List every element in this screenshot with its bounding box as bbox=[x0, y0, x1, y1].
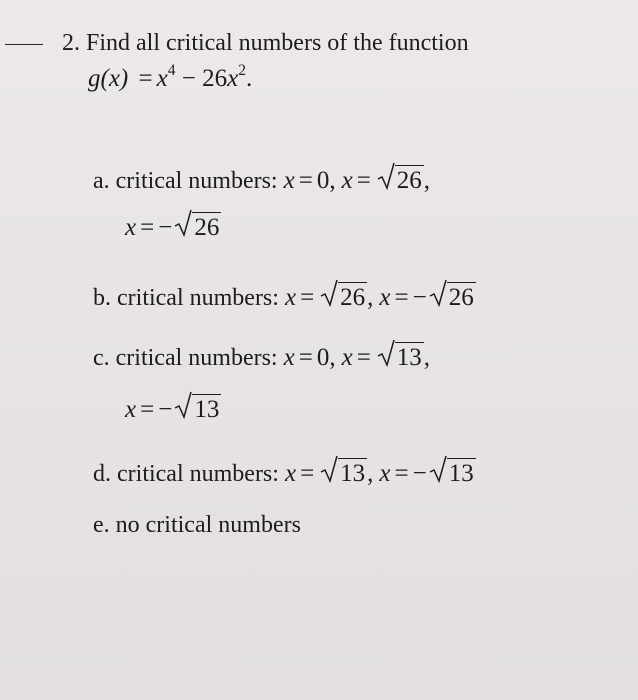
square-root bbox=[377, 165, 424, 193]
option-a-continued bbox=[125, 212, 221, 240]
option-c-continued bbox=[125, 394, 221, 422]
option-d[interactable] bbox=[93, 458, 476, 486]
option-label: critical numbers: bbox=[115, 168, 278, 194]
question-text: Find all critical numbers of the function bbox=[86, 30, 469, 56]
math-var: x bbox=[125, 396, 137, 423]
math-eq: = bbox=[300, 460, 315, 487]
term1-exponent: 4 bbox=[167, 61, 176, 79]
math-var: x bbox=[125, 214, 137, 241]
question-stem bbox=[62, 31, 469, 55]
radical-sign-icon bbox=[377, 339, 395, 367]
radicand: 26 bbox=[194, 214, 220, 241]
radicand: 13 bbox=[396, 344, 422, 371]
term2-exponent: 2 bbox=[238, 61, 246, 79]
square-root bbox=[320, 282, 367, 310]
radicand: 13 bbox=[194, 396, 220, 423]
term1-base: x bbox=[156, 65, 168, 92]
radical-sign-icon bbox=[377, 162, 395, 190]
function-equals: = bbox=[138, 65, 153, 92]
option-label: no critical numbers bbox=[115, 512, 301, 538]
radical-sign-icon bbox=[174, 209, 192, 237]
radicand: 26 bbox=[448, 284, 474, 311]
function-minus: − bbox=[181, 65, 196, 92]
square-root bbox=[429, 458, 476, 486]
math-var: x bbox=[379, 284, 391, 311]
function-lhs: g(x) bbox=[88, 65, 129, 92]
math-var: x bbox=[284, 460, 297, 487]
math-zero: 0 bbox=[316, 167, 330, 194]
function-period: . bbox=[245, 65, 253, 92]
math-minus: − bbox=[158, 396, 173, 423]
math-var: x bbox=[283, 344, 295, 371]
math-var: x bbox=[341, 344, 353, 371]
square-root bbox=[429, 282, 476, 310]
option-c[interactable] bbox=[93, 342, 430, 370]
option-label: critical numbers: bbox=[115, 345, 278, 371]
option-letter: a. bbox=[93, 168, 110, 194]
math-eq: = bbox=[300, 284, 315, 311]
math-var: x bbox=[341, 167, 353, 194]
question-number: 2. bbox=[62, 30, 80, 56]
radical-sign-icon bbox=[320, 279, 338, 307]
math-eq: = bbox=[394, 284, 409, 311]
option-label: critical numbers: bbox=[117, 461, 279, 487]
radical-sign-icon bbox=[429, 455, 447, 483]
math-minus: − bbox=[412, 460, 427, 487]
math-comma: , bbox=[423, 344, 431, 371]
option-a[interactable] bbox=[93, 165, 430, 193]
square-root bbox=[320, 458, 367, 486]
math-eq: = bbox=[298, 167, 313, 194]
radical-sign-icon bbox=[320, 455, 338, 483]
option-letter: e. bbox=[93, 512, 110, 538]
math-minus: − bbox=[158, 214, 173, 241]
math-eq: = bbox=[140, 396, 155, 423]
math-comma: , bbox=[329, 344, 336, 371]
option-label: critical numbers: bbox=[117, 285, 279, 311]
math-eq: = bbox=[140, 214, 155, 241]
option-b[interactable] bbox=[93, 282, 476, 310]
radicand: 13 bbox=[340, 460, 366, 487]
option-letter: c. bbox=[93, 345, 110, 371]
math-minus: − bbox=[412, 284, 427, 311]
option-e[interactable] bbox=[93, 513, 301, 537]
math-eq: = bbox=[394, 460, 409, 487]
square-root bbox=[174, 212, 221, 240]
math-eq: = bbox=[356, 167, 371, 194]
math-eq: = bbox=[356, 344, 371, 371]
math-comma: , bbox=[329, 167, 336, 194]
math-var: x bbox=[379, 460, 391, 487]
radicand: 26 bbox=[396, 167, 422, 194]
answer-blank[interactable] bbox=[5, 44, 43, 45]
math-comma: , bbox=[367, 284, 374, 311]
square-root bbox=[377, 342, 424, 370]
math-var: x bbox=[283, 167, 295, 194]
math-eq: = bbox=[298, 344, 313, 371]
term2-coefficient: 26 bbox=[202, 65, 228, 92]
math-var: x bbox=[284, 284, 297, 311]
function-definition bbox=[88, 61, 253, 92]
radicand: 26 bbox=[340, 284, 366, 311]
option-letter: b. bbox=[93, 285, 111, 311]
option-letter: d. bbox=[93, 461, 111, 487]
math-zero: 0 bbox=[316, 344, 330, 371]
radical-sign-icon bbox=[429, 279, 447, 307]
math-comma: , bbox=[423, 167, 431, 194]
math-comma: , bbox=[367, 460, 374, 487]
term2-base: x bbox=[227, 65, 239, 92]
square-root bbox=[174, 394, 221, 422]
radicand: 13 bbox=[448, 460, 474, 487]
radical-sign-icon bbox=[174, 391, 192, 419]
